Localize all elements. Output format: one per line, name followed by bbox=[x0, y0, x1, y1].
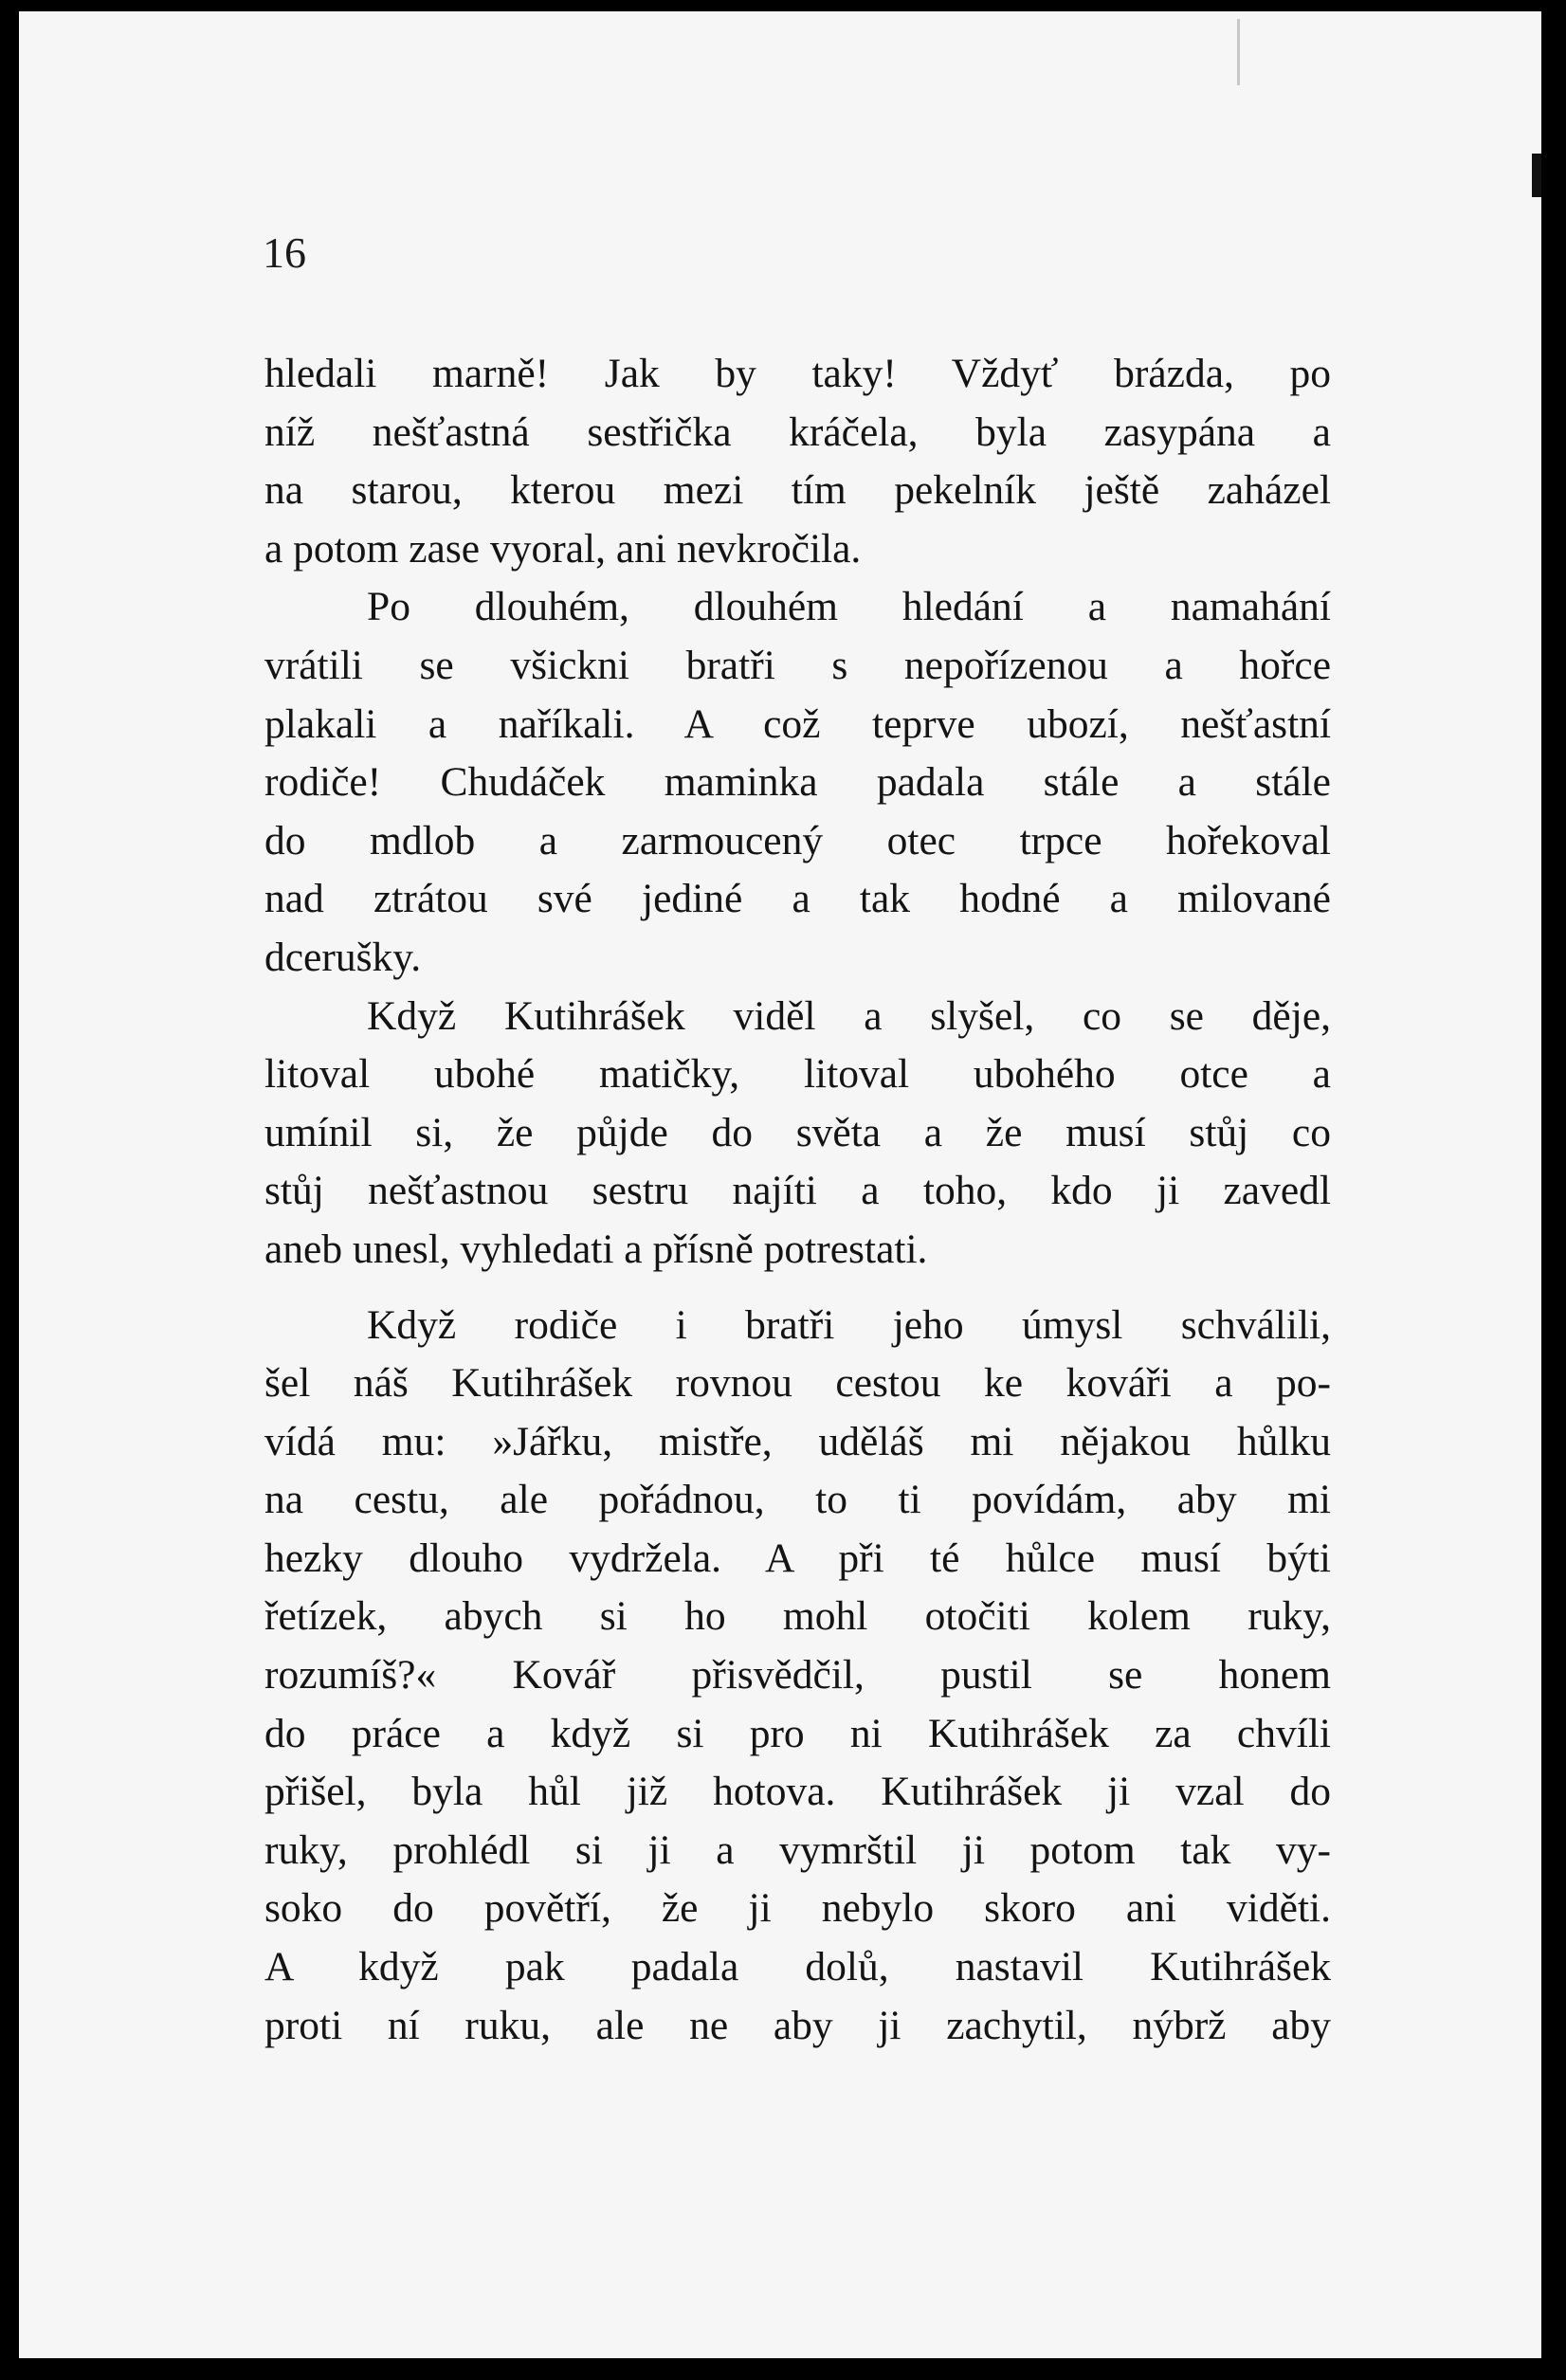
text-line: do mdlob a zarmoucený otec trpce hořekoval bbox=[264, 817, 1331, 863]
text-line: a potom zase vyoral, ani nevkročila. bbox=[264, 525, 862, 572]
text-line: hledali marně! Jak by taky! Vždyť brázda, po bbox=[264, 351, 1331, 396]
scan-artifact-line bbox=[1237, 19, 1240, 85]
text-line: na cestu, ale pořádnou, to ti povídám, aby mi bbox=[264, 1477, 1331, 1523]
text-line: A když pak padala dolů, nastavil Kutihrášek bbox=[264, 1944, 1331, 1990]
text-line: stůj nešťastnou sestru najíti a toho, kdo ji zavedl bbox=[264, 1168, 1331, 1214]
text-line: plakali a naříkali. A což teprve ubozí, nešťastní bbox=[264, 700, 1331, 747]
text-line: vídá mu: »Jářku, mistře, uděláš mi nějakou hůlku bbox=[264, 1418, 1331, 1464]
text-line: do práce a když si pro ni Kutihrášek za chvíli bbox=[264, 1710, 1331, 1756]
text-line: rodiče! Chudáček maminka padala stále a stále bbox=[264, 759, 1331, 806]
paragraph-2 bbox=[264, 578, 1331, 987]
text-line: Když rodiče i bratři jeho úmysl schválili, bbox=[367, 1301, 1331, 1348]
text-line: řetízek, abych si ho mohl otočiti kolem ruky, bbox=[264, 1593, 1331, 1640]
page-number: 16 bbox=[263, 228, 306, 277]
text-line: proti ní ruku, ale ne aby ji zachytil, nýbrž aby bbox=[264, 2002, 1331, 2048]
page-edge-mark bbox=[1532, 154, 1541, 197]
text-line: litoval ubohé matičky, litoval ubohého otce a bbox=[264, 1051, 1331, 1098]
text-line: šel náš Kutihrášek rovnou cestou ke kováři a po- bbox=[264, 1360, 1331, 1407]
text-line: na starou, kterou mezi tím pekelník ještě zaházel bbox=[264, 467, 1331, 514]
text-line: aneb unesl, vyhledati a přísně potrestati. bbox=[264, 1226, 928, 1272]
text-line: umínil si, že půjde do světa a že musí stůj co bbox=[264, 1109, 1331, 1155]
paragraph-1 bbox=[264, 345, 1331, 578]
text-line: soko do povětří, že ji nebylo skoro ani viděti. bbox=[264, 1885, 1331, 1932]
paragraph-3 bbox=[264, 988, 1331, 1280]
text-line: Když Kutihrášek viděl a slyšel, co se děje, bbox=[367, 992, 1331, 1039]
text-line: vrátili se všickni bratři s nepořízenou a hořce bbox=[264, 642, 1331, 688]
text-line: dcerušky. bbox=[264, 934, 422, 980]
text-line: níž nešťastná sestřička kráčela, byla zasypána a bbox=[264, 409, 1331, 455]
text-line: hezky dlouho vydržela. A při té hůlce musí býti bbox=[264, 1535, 1331, 1581]
text-line: Po dlouhém, dlouhém hledání a namahání bbox=[367, 584, 1331, 630]
text-line: nad ztrátou své jediné a tak hodné a milované bbox=[264, 876, 1331, 922]
text-line: rozumíš?« Kovář přisvědčil, pustil se honem bbox=[264, 1652, 1331, 1699]
paragraph-4 bbox=[264, 1297, 1331, 2056]
body-text bbox=[264, 345, 1331, 2055]
book-page bbox=[19, 11, 1541, 2358]
text-line: ruky, prohlédl si ji a vymrštil ji potom tak vy- bbox=[264, 1826, 1331, 1873]
text-line: přišel, byla hůl již hotova. Kutihrášek ji vzal do bbox=[264, 1769, 1331, 1815]
